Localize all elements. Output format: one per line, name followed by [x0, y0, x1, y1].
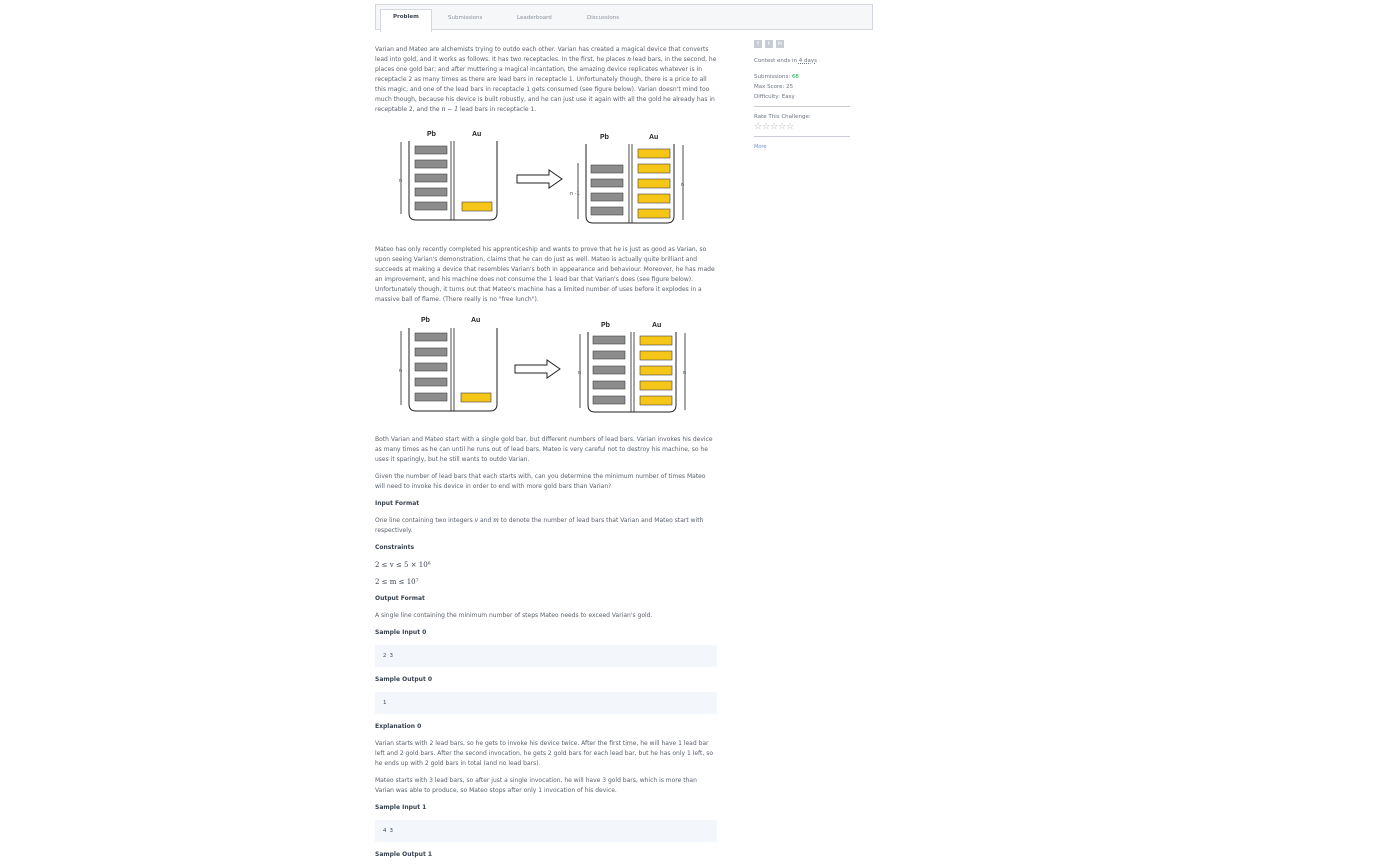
input-format-heading: Input Format	[375, 500, 420, 507]
explanation-0-text-2: Mateo starts with 3 lead bars, so after just a single invocation, he will have 3 gold bars, which is more than Varian was able to produce, so Mateo stops after only 1 invocation of his device.	[375, 777, 697, 794]
sample-output-0[interactable]: 1	[375, 692, 717, 714]
lead-bar	[415, 378, 447, 386]
lead-bar	[593, 366, 625, 374]
label-au-3: Au	[471, 317, 481, 324]
gold-bar	[638, 209, 670, 218]
lead-bar	[591, 193, 623, 201]
lead-bar	[415, 160, 447, 168]
submissions-count: Submissions: 68	[754, 74, 799, 80]
arrow-right-icon	[517, 170, 562, 188]
label-pb-4: Pb	[601, 322, 610, 329]
lead-bar	[415, 174, 447, 182]
question-paragraph: Given the number of lead bars that each starts with, can you determine the minimum number of times Mateo will need to invoke his device in order to end with more gold bars than Varian?	[375, 473, 706, 490]
arrow-right-icon	[515, 360, 560, 378]
facebook-icon[interactable]: f	[754, 40, 762, 48]
problem-tabs	[375, 4, 873, 30]
label-n-3: n	[399, 368, 403, 374]
varian-device-figure	[375, 123, 695, 233]
label-pb-1: Pb	[427, 131, 436, 138]
sample-input-0-heading: Sample Input 0	[375, 629, 427, 636]
constraints-heading: Constraints	[375, 544, 415, 551]
label-n-5: n	[683, 370, 687, 376]
tab-discussions[interactable]: Discussions	[587, 15, 620, 21]
lead-bar	[591, 179, 623, 187]
lead-bar	[591, 165, 623, 173]
explanation-0-text: Varian starts with 2 lead bars, so he gets to invoke his device twice. After the first time, he will have 1 lead bar left and 2 gold bars. After the second invocation, he gets 2 gold bars for each lead bar, but he has only 1 left, so he ends up with 2 gold bars in total (and no lead bars).	[375, 740, 713, 767]
sample-output-0-heading: Sample Output 0	[375, 676, 433, 683]
label-au-4: Au	[652, 322, 662, 329]
gold-bar	[640, 381, 672, 390]
mateo-device-figure	[375, 313, 695, 423]
label-n-4: n	[578, 370, 582, 376]
lead-bar	[593, 336, 625, 344]
gold-bar	[640, 366, 672, 375]
lead-bar	[591, 207, 623, 215]
gold-bar	[640, 336, 672, 345]
label-n-minus-1: n -1	[570, 191, 580, 197]
constraint-v: 2 ≤ v ≤ 5 × 10⁶	[375, 561, 431, 569]
gold-bar	[638, 194, 670, 203]
output-format-text: A single line containing the minimum number of steps Mateo needs to exceed Varian's gold.	[375, 612, 653, 619]
constraint-m: 2 ≤ m ≤ 10⁷	[375, 578, 419, 586]
input-format-text: One line containing two integers v and m to denote the number of lead bars that Varian and Mateo start with respectively.	[375, 517, 704, 534]
lead-bar	[593, 351, 625, 359]
lead-bar	[415, 202, 447, 210]
contest-ends-value: 4 days	[798, 58, 817, 64]
sample-input-1-heading: Sample Input 1	[375, 804, 427, 811]
sample-input-1[interactable]: 4 3	[375, 820, 717, 842]
gold-bar	[640, 351, 672, 360]
both-start-paragraph: Both Varian and Mateo start with a single gold bar, but different numbers of lead bars. Varian invokes his device as many times as he can until he runs out of lead bars. Mateo is very careful not to destroy his machine, so he uses it sparingly, but he still wants to outdo Varian.	[375, 436, 713, 463]
gold-bar	[462, 202, 492, 211]
lead-bar	[593, 381, 625, 389]
lead-bar	[593, 396, 625, 404]
difficulty: Difficulty: Easy	[754, 94, 795, 100]
lead-bar	[415, 146, 447, 154]
contest-ends: Contest ends in 4 days	[754, 58, 817, 64]
gold-bar	[638, 149, 670, 158]
gold-bar	[638, 179, 670, 188]
twitter-icon[interactable]: t	[765, 40, 773, 48]
gold-bar	[461, 393, 491, 402]
label-pb-3: Pb	[421, 317, 430, 324]
challenge-sidebar	[754, 40, 850, 152]
label-au-2: Au	[649, 134, 659, 141]
sample-input-0[interactable]: 2 3	[375, 645, 717, 667]
lead-bar	[415, 363, 447, 371]
tab-leaderboard[interactable]: Leaderboard	[517, 15, 552, 21]
explanation-0-heading: Explanation 0	[375, 723, 422, 730]
max-score: Max Score: 25	[754, 84, 794, 90]
gold-bar	[638, 164, 670, 173]
rating-stars[interactable]: ☆☆☆☆☆	[754, 122, 795, 132]
lead-bar	[415, 188, 447, 196]
lead-bar	[415, 393, 447, 401]
intro-paragraph: Varian and Mateo are alchemists trying to outdo each other. Varian has created a magical device that converts lead into gold, and it works as follows. It has two receptacles. In the first, he places n lead bars, in the second, he places one gold bar; and after muttering a magical incantation, the amazing device replicates whatever is in receptacle 2 as many times as there are lead bars in receptacle 1. Unfortunately though, there is a price to all this magic, and one of the lead bars in receptacle 1 gets consumed (see figure below). Varian doesn't mind too much though, because his device is built robustly, and he can just use it again with all the gold he already has in receptable 2, and the n − 1 lead bars in receptacle 1.	[375, 46, 717, 113]
submissions-link[interactable]: 68	[791, 74, 799, 80]
label-pb-2: Pb	[600, 134, 609, 141]
problem-statement	[375, 45, 717, 867]
sample-output-1-heading: Sample Output 1	[375, 851, 433, 858]
linkedin-icon[interactable]: in	[777, 41, 783, 47]
tab-problem[interactable]: Problem	[380, 9, 432, 32]
label-n-2: n	[681, 182, 685, 188]
lead-bar	[415, 333, 447, 341]
output-format-heading: Output Format	[375, 595, 425, 602]
gold-bar	[640, 396, 672, 405]
tab-submissions[interactable]: Submissions	[448, 15, 483, 21]
label-au-1: Au	[472, 131, 482, 138]
social-share	[754, 40, 850, 48]
mateo-paragraph: Mateo has only recently completed his apprenticeship and wants to prove that he is just as good as Varian, so upon seeing Varian's demonstration, claims that he can do just as well. Mateo is actually quite brilliant and succeeds at making a device that resembles Varian's both in appearance and behaviour. Moreover, he has made an improvement, and his machine does not consume the 1 lead bar that Varian's does (see figure below). Unfortunately though, it turns out that Mateo's machine has a limited number of uses before it explodes in a massive ball of flame. (There really is no "free lunch").	[375, 246, 715, 303]
label-n-1: n	[399, 178, 403, 184]
more-link[interactable]: More	[754, 144, 767, 150]
lead-bar	[415, 348, 447, 356]
rate-challenge-label: Rate This Challenge:	[754, 114, 811, 120]
